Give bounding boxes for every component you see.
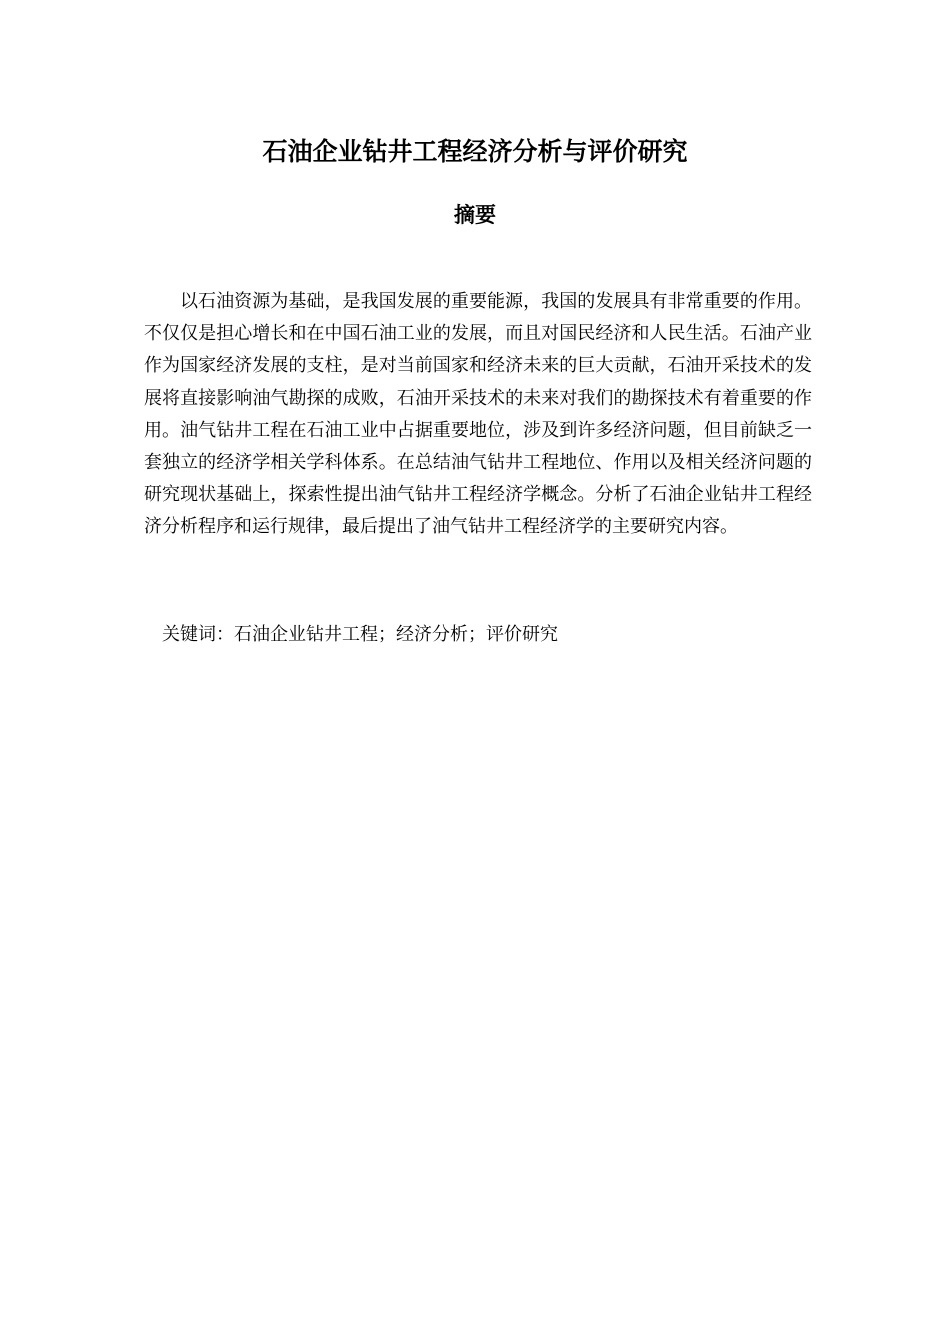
abstract-heading: 摘要 [454,203,496,227]
keywords-line: 关键词：石油企业钻井工程；经济分析；评价研究 [162,624,558,645]
document-title: 石油企业钻井工程经济分析与评价研究 [262,137,688,166]
abstract-paragraph: 以石油资源为基础，是我国发展的重要能源，我国的发展具有非常重要的作用。不仅仅是担心增长和在中国石油工业的发展，而且对国民经济和人民生活。石油产业作为国家经济发展的支柱，是对当前国家和经济未来的巨大贡献，石油开采技术的发展将直接影响油气勘探的成败，石油开采技术的未来对我们的勘探技术有着重要的作用。油气钻井工程在石油工业中占据重要地位，涉及到许多经济问题，但目前缺乏一套独立的经济学相关学科体系。在总结油气钻井工程地位、作用以及相关经济问题的研究现状基础上，探索性提出油气钻井工程经济学概念。分析了石油企业钻井工程经济分析程序和运行规律，最后提出了油气钻井工程经济学的主要研究内容。 [144,291,812,538]
